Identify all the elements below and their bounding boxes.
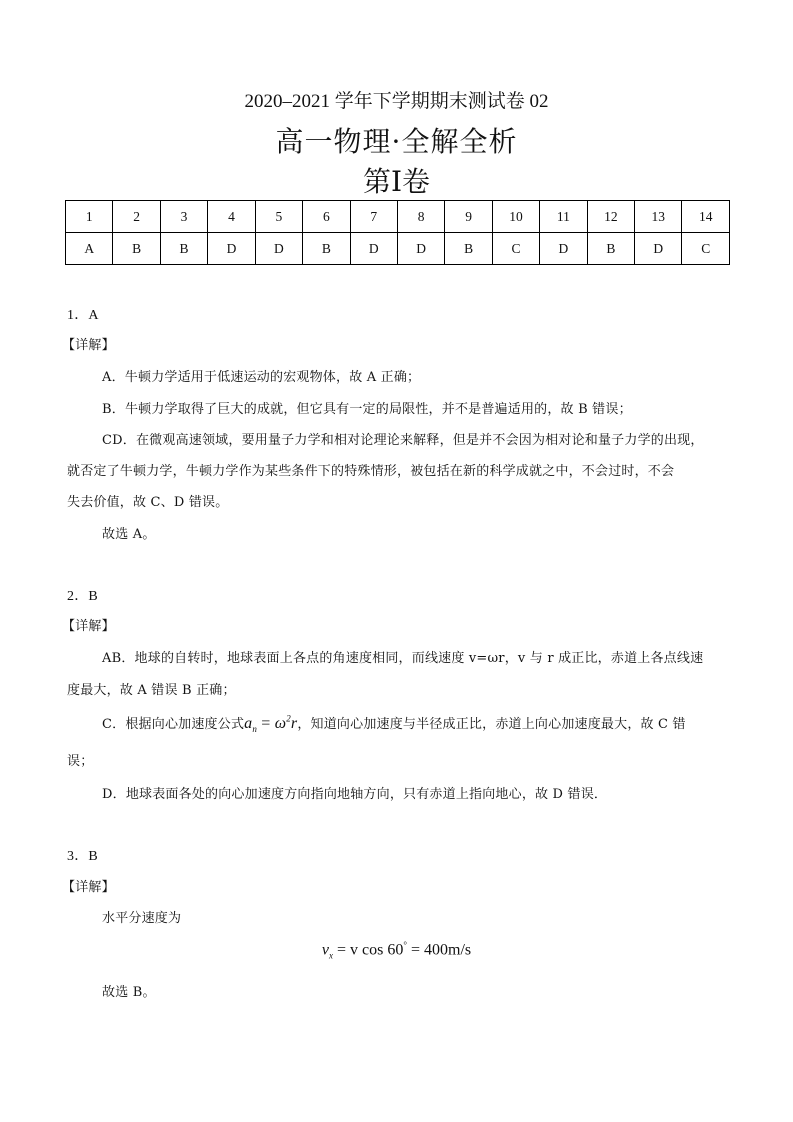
answer-cell: B xyxy=(113,233,160,265)
question-number-cell: 3 xyxy=(160,201,207,233)
question-1-line: B．牛顿力学取得了巨大的成就，但它具有一定的局限性，并不是普遍适用的，故 B 错误； xyxy=(102,402,632,417)
question-1-line: A．牛顿力学适用于低速运动的宏观物体，故 A 正确； xyxy=(102,370,421,385)
answer-table xyxy=(65,200,730,265)
question-number-cell: 6 xyxy=(303,201,350,233)
question-number-cell: 11 xyxy=(540,201,587,233)
question-1-line: 故选 A。 xyxy=(102,527,156,542)
centripetal-formula: $a_n = \omega^2r$ xyxy=(244,713,298,735)
question-number-cell: 10 xyxy=(492,201,539,233)
question-3-detail-label: 【详解】 xyxy=(62,880,115,895)
question-number-cell: 5 xyxy=(255,201,302,233)
question-number-cell: 2 xyxy=(113,201,160,233)
answer-cell: D xyxy=(540,233,587,265)
question-1-line: 就否定了牛顿力学，牛顿力学作为某些条件下的特殊情形，被包括在新的科学成就之中，不会过时，不会 xyxy=(67,464,675,479)
question-2-heading: 2．B xyxy=(67,589,98,604)
question-2-line: C．根据向心加速度公式$a_n = \omega^2r$，知道向心加速度与半径成正比，赤道上向心加速度最大，故 C 错 xyxy=(102,713,686,735)
question-1-heading: 1．A xyxy=(67,308,99,323)
question-2-line: D．地球表面各处的向心加速度方向指向地轴方向，只有赤道上指向地心，故 D 错误． xyxy=(102,787,608,802)
answer-cell: C xyxy=(682,233,730,265)
answer-cell: D xyxy=(635,233,682,265)
question-2-detail-label: 【详解】 xyxy=(62,619,115,634)
question-1-line: 失去价值，故 C、D 错误。 xyxy=(67,495,229,510)
volume-title: 第I卷 xyxy=(362,165,431,198)
question-3-line: 水平分速度为 xyxy=(102,911,182,926)
answer-table-answers-row xyxy=(66,233,730,265)
answer-cell: B xyxy=(587,233,634,265)
question-1-detail-label: 【详解】 xyxy=(62,338,115,353)
question-number-cell: 8 xyxy=(397,201,444,233)
question-1-line: CD．在微观高速领域，要用量子力学和相对论理论来解释，但是并不会因为相对论和量子力学的出现， xyxy=(102,433,704,448)
question-number-cell: 1 xyxy=(66,201,113,233)
exam-subtitle: 2020–2021 学年下学期期末测试卷 02 xyxy=(244,91,549,112)
velocity-formula: $v_x = v$ cos 60° = 400m/s xyxy=(321,940,472,961)
answer-cell: C xyxy=(492,233,539,265)
question-number-cell: 4 xyxy=(208,201,255,233)
answer-table-numbers-row xyxy=(66,201,730,233)
question-2-line: 度最大，故 A 错误 B 正确； xyxy=(67,683,236,698)
answer-cell: D xyxy=(397,233,444,265)
answer-cell: B xyxy=(445,233,492,265)
question-3-heading: 3．B xyxy=(67,849,98,864)
question-number-cell: 9 xyxy=(445,201,492,233)
question-number-cell: 14 xyxy=(682,201,730,233)
answer-cell: B xyxy=(160,233,207,265)
answer-cell: D xyxy=(208,233,255,265)
answer-cell: D xyxy=(255,233,302,265)
answer-cell: A xyxy=(66,233,113,265)
question-number-cell: 13 xyxy=(635,201,682,233)
question-3-line: 故选 B。 xyxy=(102,985,156,1000)
question-2-line: 误； xyxy=(67,754,94,769)
page-title: 高一物理·全解全析 xyxy=(275,125,518,158)
answer-cell: D xyxy=(350,233,397,265)
question-number-cell: 12 xyxy=(587,201,634,233)
answer-cell: B xyxy=(303,233,350,265)
question-number-cell: 7 xyxy=(350,201,397,233)
question-2-line: AB．地球的自转时，地球表面上各点的角速度相同，而线速度 v=ωr，v 与 r 成正比，赤道上各点线速 xyxy=(102,651,704,666)
